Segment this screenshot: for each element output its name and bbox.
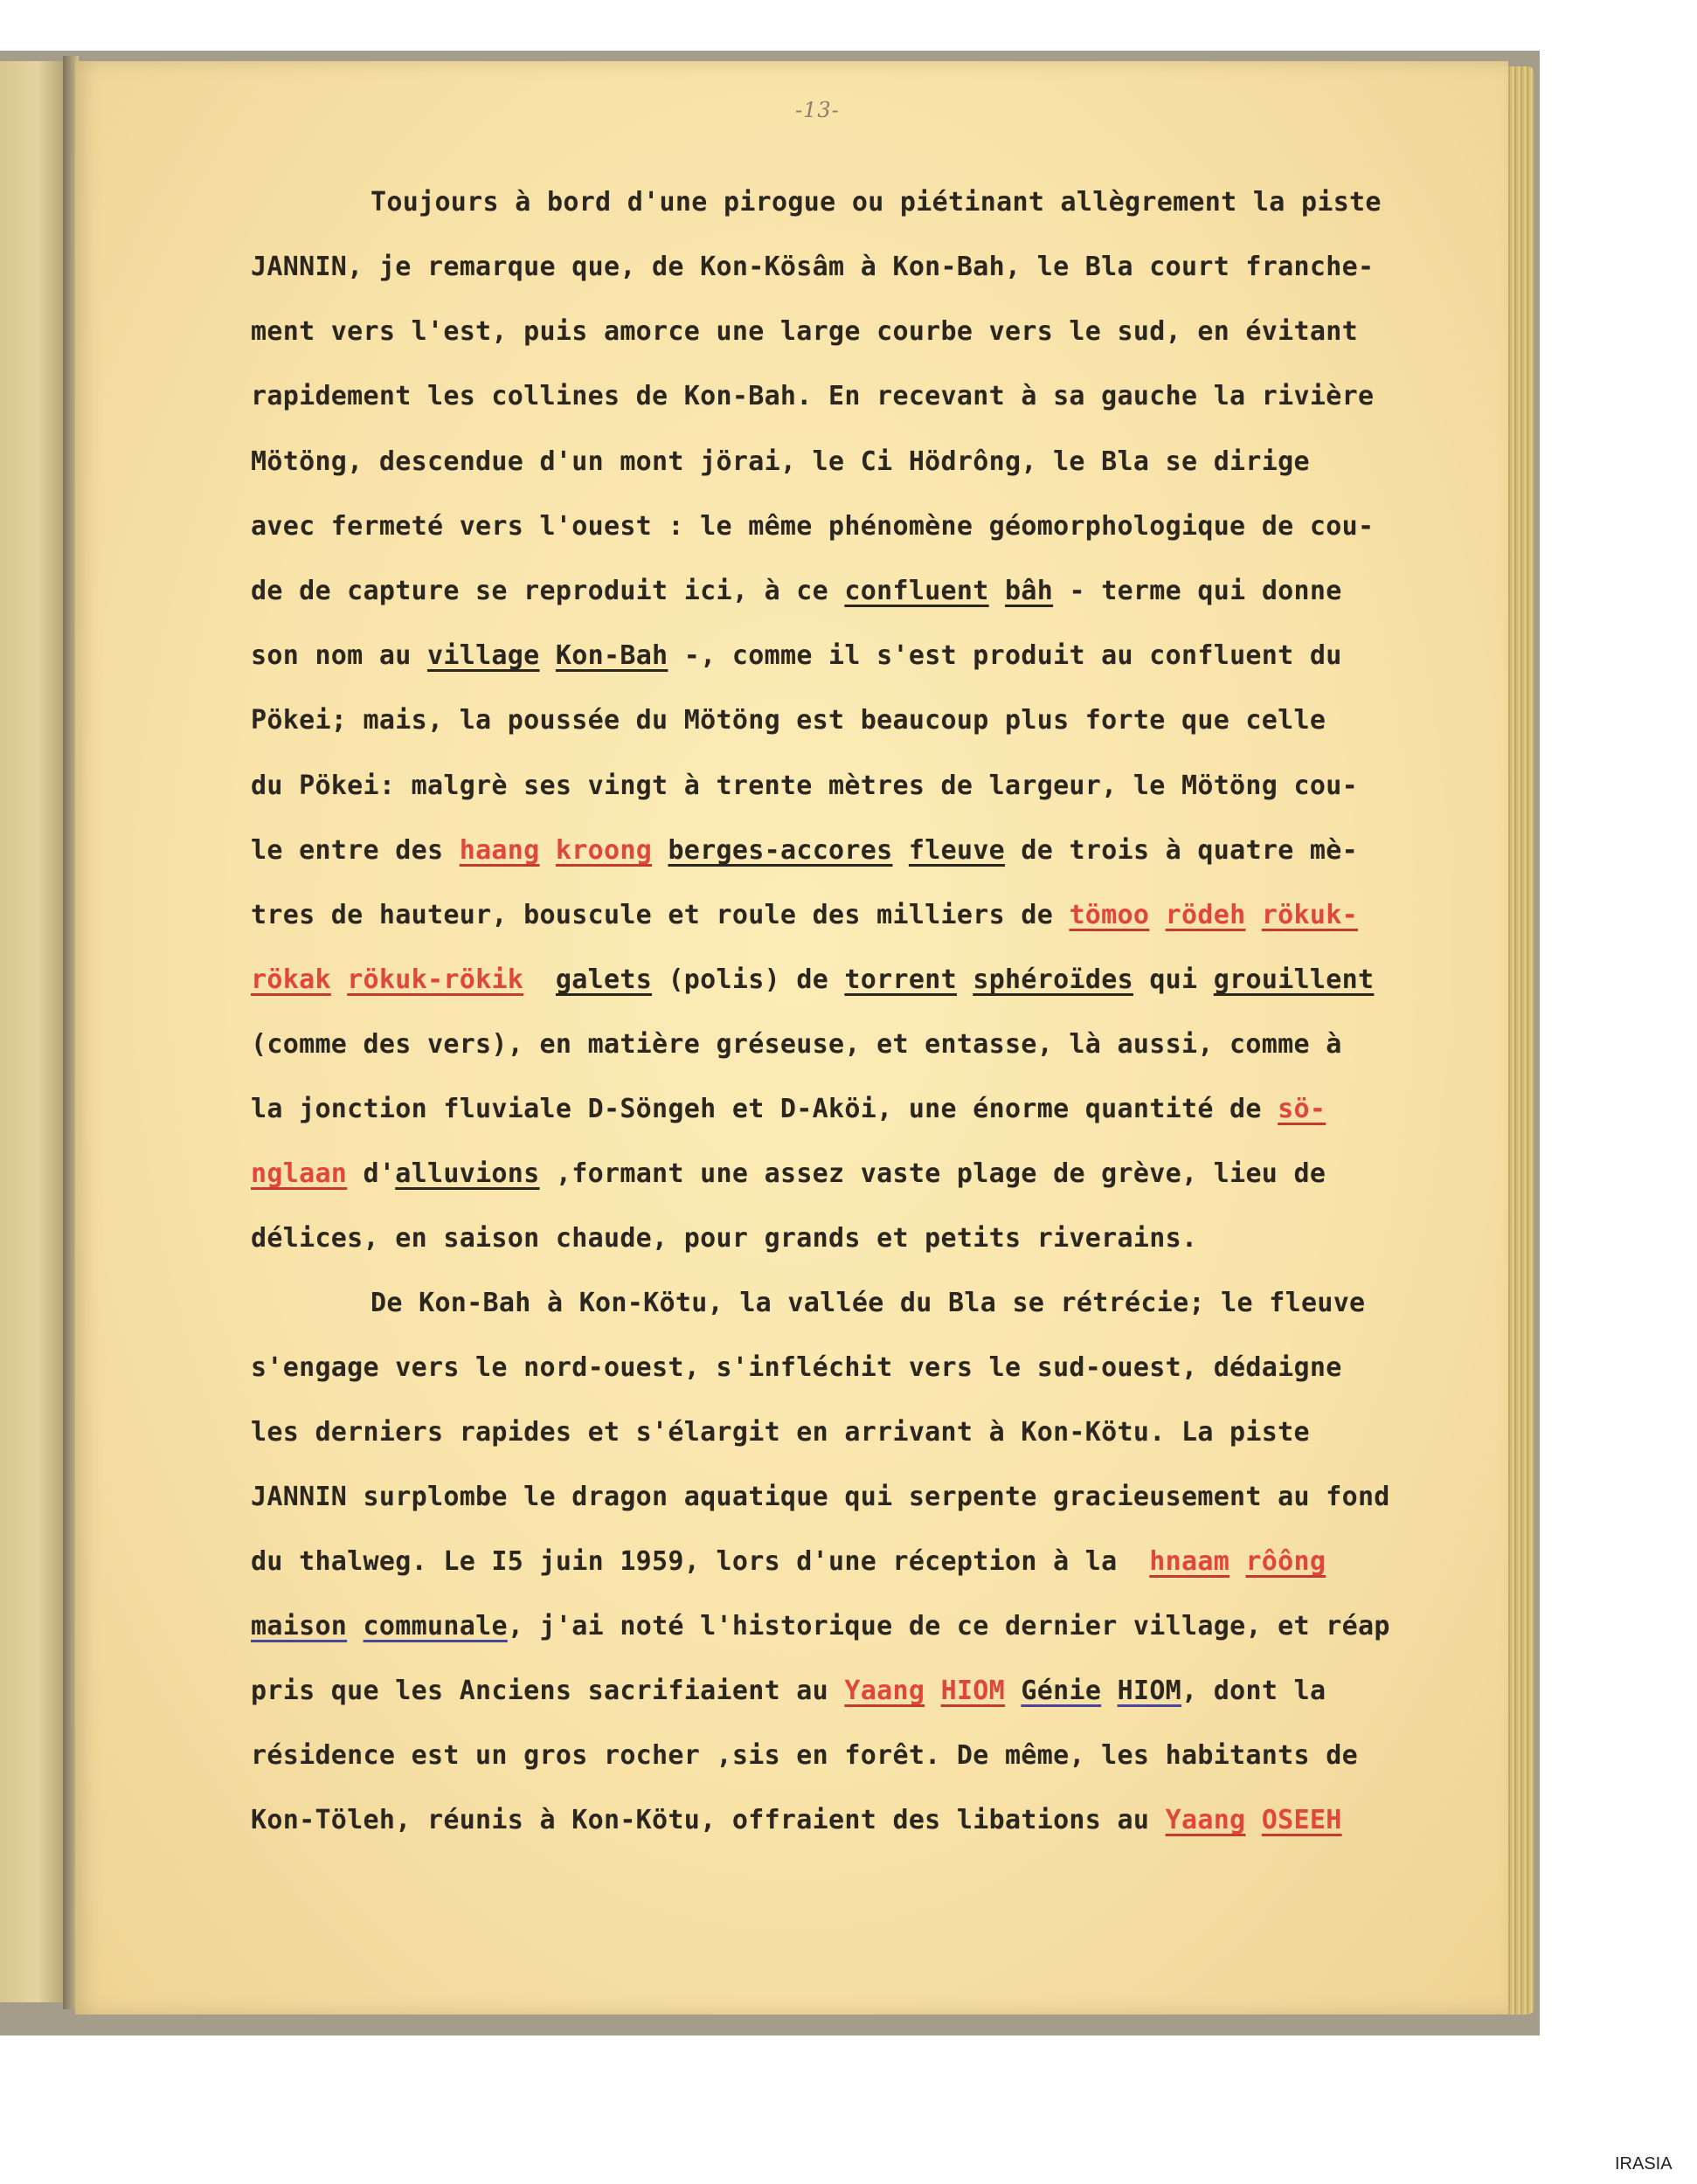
red-underlined-term: nglaan	[251, 1158, 348, 1189]
text-line	[251, 769, 1358, 804]
text-segment: résidence est un gros rocher ,sis en forêt. De même, les habitants de	[251, 1740, 1358, 1771]
text-segment: le entre des	[251, 835, 460, 866]
text-segment	[523, 964, 556, 995]
red-underlined-term: rökuk-	[1261, 900, 1358, 930]
underlined-word: bâh	[1005, 576, 1054, 606]
red-underlined-term: tömoo	[1069, 900, 1150, 930]
underlined-word: maison	[251, 1611, 348, 1641]
text-segment: Toujours à bord d'une pirogue ou piétinant allègrement la piste	[371, 187, 1382, 218]
text-segment: -, comme il s'est produit au confluent du	[668, 640, 1342, 671]
text-line	[251, 1157, 1326, 1192]
text-segment: , j'ai noté l'historique de ce dernier village, et réap	[507, 1611, 1390, 1641]
text-segment: délices, en saison chaude, pour grands et petits riverains.	[251, 1223, 1198, 1254]
text-line	[251, 314, 1358, 349]
red-underlined-term: OSEEH	[1261, 1805, 1342, 1835]
text-line	[251, 898, 1358, 933]
text-segment: avec fermeté vers l'ouest : le même phénomène géomorphologique de cou-	[251, 511, 1375, 542]
text-segment: JANNIN surplombe le dragon aquatique qui serpente gracieusement au fond	[251, 1482, 1390, 1512]
text-line	[251, 1609, 1390, 1644]
text-line	[251, 509, 1374, 544]
underlined-word: village	[426, 640, 540, 671]
underlined-word: berges-accores	[668, 835, 893, 866]
text-segment: les derniers rapides et s'élargit en arrivant à Kon-Kötu. La piste	[251, 1417, 1310, 1448]
text-segment: du Pökei: malgrè ses vingt à trente mètres de largeur, le Mötöng cou-	[251, 771, 1358, 801]
text-segment: de trois à quatre mè-	[1005, 835, 1359, 866]
red-underlined-term: Yaang	[1165, 1805, 1246, 1835]
text-segment	[989, 576, 1005, 606]
underlined-word: HIOM	[1117, 1676, 1182, 1706]
underlined-word: Kon-Bah	[555, 640, 668, 671]
text-segment: d'	[347, 1158, 396, 1189]
text-segment: , dont la	[1181, 1676, 1326, 1706]
text-segment	[1101, 1676, 1117, 1706]
text-line	[251, 833, 1358, 868]
text-line	[251, 1545, 1326, 1579]
text-line	[251, 379, 1374, 414]
left-page-edge	[0, 61, 63, 2002]
red-underlined-term: rökuk-rökik	[347, 964, 524, 995]
text-line	[251, 1351, 1342, 1386]
red-underlined-term: Yaang	[844, 1676, 925, 1706]
underlined-word: grouillent	[1213, 964, 1375, 995]
text-segment	[1149, 900, 1165, 930]
red-underlined-term: sö-	[1278, 1094, 1326, 1124]
text-segment	[1005, 1676, 1021, 1706]
text-segment: (comme des vers), en matière gréseuse, et entasse, là aussi, comme à	[251, 1029, 1342, 1060]
text-line	[251, 250, 1374, 285]
text-segment: JANNIN, je remarque que, de Kon-Kösâm à Kon-Bah, le Bla court franche-	[251, 252, 1375, 282]
text-line	[251, 1480, 1390, 1515]
text-segment: rapidement les collines de Kon-Bah. En recevant à sa gauche la rivière	[251, 381, 1375, 411]
red-underlined-term: rôông	[1245, 1546, 1326, 1577]
text-line	[251, 1803, 1342, 1838]
text-segment: De Kon-Bah à Kon-Kötu, la vallée du Bla se rétrécie; le fleuve	[371, 1288, 1366, 1318]
text-segment	[331, 964, 347, 995]
underlined-word: sphéroïdes	[973, 964, 1133, 995]
text-segment: la jonction fluviale D-Söngeh et D-Aköi, une énorme quantité de	[251, 1094, 1278, 1124]
underlined-word: galets	[555, 964, 653, 995]
text-line	[251, 1092, 1326, 1127]
page-stack-edges	[1505, 66, 1534, 2015]
page-number: -13-	[795, 98, 840, 122]
text-segment: ment vers l'est, puis amorce une large courbe vers le sud, en évitant	[251, 316, 1358, 347]
watermark-label: IRASIA	[1615, 2154, 1673, 2174]
text-segment	[652, 835, 668, 866]
underlined-word: torrent	[844, 964, 957, 995]
text-line	[251, 1027, 1342, 1062]
underlined-word: confluent	[844, 576, 989, 606]
red-underlined-term: hnaam	[1149, 1546, 1230, 1577]
text-line	[251, 1415, 1310, 1450]
underlined-word: Génie	[1021, 1676, 1102, 1706]
text-segment	[957, 964, 973, 995]
text-segment: tres de hauteur, bouscule et roule des milliers de	[251, 900, 1070, 930]
text-line	[251, 1221, 1197, 1256]
text-segment	[1229, 1546, 1245, 1577]
text-segment: du thalweg. Le I5 juin 1959, lors d'une réception à la	[251, 1546, 1150, 1577]
text-segment: - terme qui donne	[1053, 576, 1342, 606]
text-segment: ,formant une assez vaste plage de grève, lieu de	[539, 1158, 1326, 1189]
text-line	[371, 185, 1382, 220]
text-segment: son nom au	[251, 640, 427, 671]
text-line	[251, 703, 1326, 738]
text-segment	[540, 640, 556, 671]
text-segment: Pökei; mais, la poussée du Mötöng est beaucoup plus forte que celle	[251, 705, 1326, 736]
text-segment: s'engage vers le nord-ouest, s'infléchit vers le sud-ouest, dédaigne	[251, 1352, 1342, 1383]
underlined-word: communale	[363, 1611, 508, 1641]
text-line	[251, 1738, 1358, 1773]
text-line	[251, 639, 1342, 674]
text-segment: pris que les Anciens sacrifiaient au	[251, 1676, 845, 1706]
underlined-word: fleuve	[908, 835, 1006, 866]
text-segment: qui	[1132, 964, 1214, 995]
text-segment	[893, 835, 909, 866]
text-line	[251, 574, 1342, 609]
text-segment	[347, 1611, 363, 1641]
red-underlined-term: haang	[459, 835, 540, 866]
text-segment	[925, 1676, 940, 1706]
red-underlined-term: rödeh	[1165, 900, 1246, 930]
red-underlined-term: rökak	[251, 964, 331, 995]
text-segment	[1245, 1805, 1261, 1835]
text-segment: Mötöng, descendue d'un mont jörai, le Ci Hödrông, le Bla se dirige	[251, 446, 1310, 477]
text-line	[251, 445, 1310, 480]
text-line	[371, 1286, 1365, 1321]
text-segment: Kon-Töleh, réunis à Kon-Kötu, offraient des libations au	[251, 1805, 1166, 1835]
underlined-word: alluvions	[395, 1158, 540, 1189]
text-segment: de de capture se reproduit ici, à ce	[251, 576, 845, 606]
text-segment: (polis) de	[652, 964, 845, 995]
red-underlined-term: kroong	[555, 835, 653, 866]
text-line	[251, 1674, 1326, 1709]
red-underlined-term: HIOM	[940, 1676, 1006, 1706]
text-segment	[1245, 900, 1261, 930]
text-segment	[540, 835, 556, 866]
text-line	[251, 963, 1374, 998]
